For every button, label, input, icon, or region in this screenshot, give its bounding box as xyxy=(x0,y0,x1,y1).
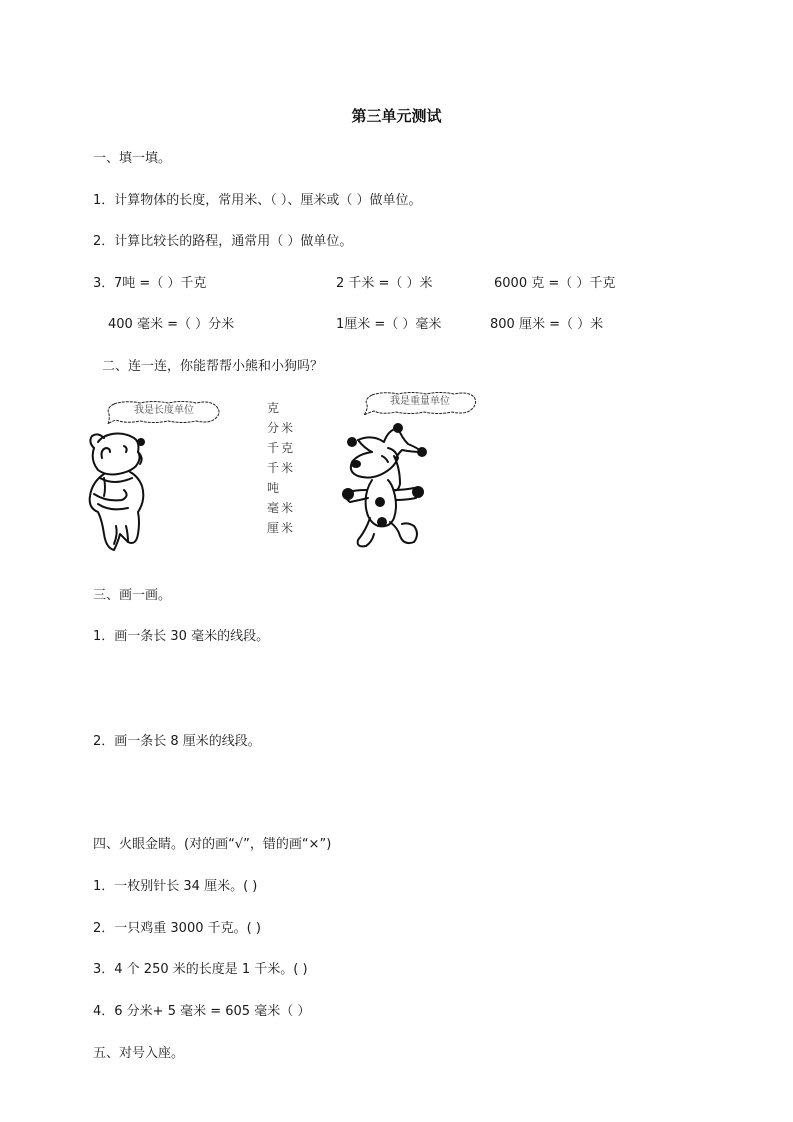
section-5-heading: 五、对号入座。 xyxy=(93,1046,185,1061)
jester-dog-icon xyxy=(338,418,433,553)
section-3-question-1: 1．画一条长 30 毫米的线段。 xyxy=(93,629,270,644)
conversion-item-6: 800 厘米 =（ ）米 xyxy=(490,317,604,332)
unit-item[interactable]: 千克 xyxy=(267,441,296,455)
dog-bubble-text: 我是重量单位 xyxy=(390,396,450,407)
section-1-question-2: 2．计算比较长的路程，通常用（ ）做单位。 xyxy=(93,234,353,249)
conversion-item-2: 2 千米 =（ ）米 xyxy=(336,276,433,291)
bear-icon xyxy=(84,430,164,555)
section-1-question-1: 1．计算物体的长度，常用米、（ ）、厘米或（ ）做单位。 xyxy=(93,193,422,208)
unit-item[interactable]: 千米 xyxy=(267,461,296,475)
section-4-question-3: 3．4 个 250 米的长度是 1 千米。( ) xyxy=(93,962,308,977)
dog-speech-bubble xyxy=(362,391,478,415)
section-4-heading: 四、火眼金睛。(对的画“√”，错的画“×”) xyxy=(93,837,332,852)
section-4-question-2: 2．一只鸡重 3000 千克。( ) xyxy=(93,921,261,936)
page-title: 第三单元测试 xyxy=(351,107,442,125)
bear-bubble-text: 我是长度单位 xyxy=(134,405,194,416)
unit-item[interactable]: 毫米 xyxy=(267,501,296,515)
unit-item[interactable]: 分米 xyxy=(267,421,296,435)
bear-speech-bubble xyxy=(106,400,222,424)
section-1-question-3-label: 3． xyxy=(93,276,115,291)
conversion-item-4: 400 毫米 =（ ）分米 xyxy=(108,317,235,332)
section-1-heading: 一、填一填。 xyxy=(93,151,172,166)
conversion-item-1: 7吨 =（ ）千克 xyxy=(114,276,207,291)
unit-item[interactable]: 克 xyxy=(267,401,282,415)
section-3-question-2: 2．画一条长 8 厘米的线段。 xyxy=(93,734,261,749)
unit-item[interactable]: 吨 xyxy=(267,481,282,495)
unit-list xyxy=(267,398,295,538)
section-4-question-1: 1．一枚别针长 34 厘米。( ) xyxy=(93,879,258,894)
conversion-item-5: 1厘米 =（ ）毫米 xyxy=(336,317,442,332)
section-3-heading: 三、画一画。 xyxy=(93,588,172,603)
conversion-item-3: 6000 克 =（ ）千克 xyxy=(494,276,616,291)
section-2-heading: 二、连一连，你能帮帮小熊和小狗吗？ xyxy=(102,359,324,374)
section-4-question-4: 4．6 分米+ 5 毫米 = 605 毫米（ ） xyxy=(93,1004,311,1019)
unit-item[interactable]: 厘米 xyxy=(267,521,296,535)
